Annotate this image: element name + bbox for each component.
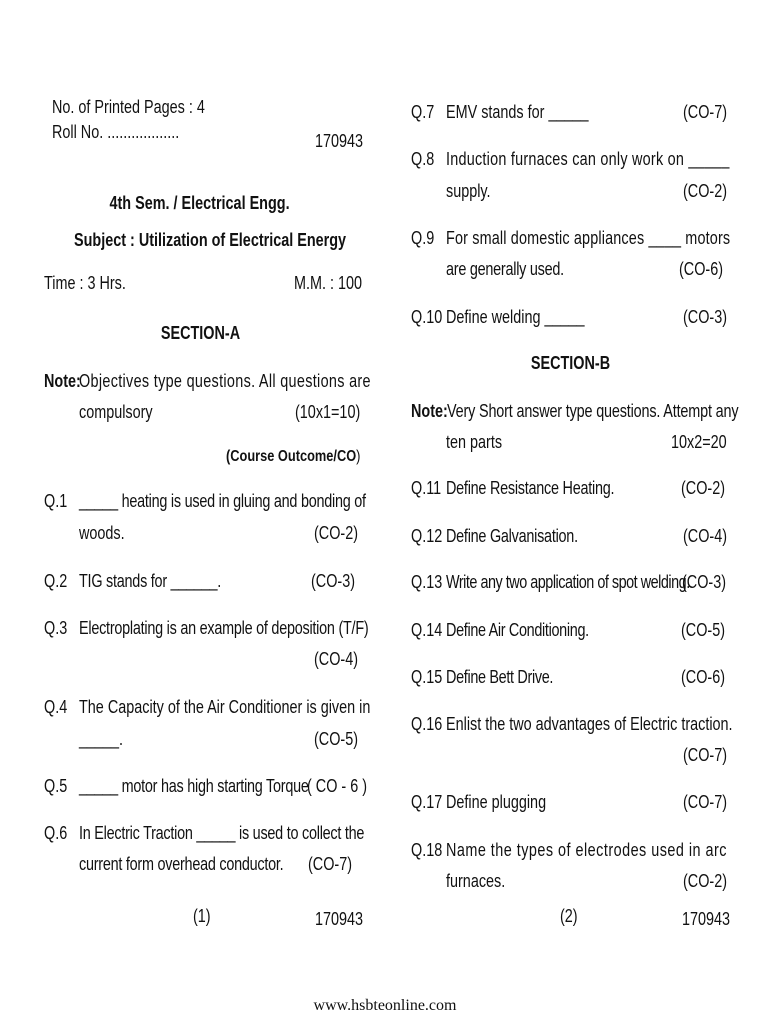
question-co: (CO-2): [683, 871, 727, 891]
question-co: (CO-5): [314, 729, 358, 749]
page-number-1: (1): [193, 906, 211, 926]
printed-pages: No. of Printed Pages : 4: [52, 97, 205, 117]
section-a-note-line2: compulsory: [79, 402, 153, 422]
question-number: Q.9: [411, 228, 435, 248]
question-number: Q.8: [411, 149, 435, 169]
question-number: Q.15: [411, 667, 443, 687]
section-b-note-marks: 10x2=20: [671, 432, 727, 452]
question-text: Write any two application of spot welding.: [446, 572, 690, 592]
section-b-note-line2: ten parts: [446, 432, 503, 452]
section-b-note-label: Note:: [411, 401, 448, 421]
question-co: (CO-2): [683, 181, 727, 201]
question-number: Q.3: [44, 618, 68, 638]
question-text: Enlist the two advantages of Electric traction.: [446, 714, 733, 734]
course-outcome-label: (Course Outcome/CO: [226, 448, 357, 465]
section-a-title: SECTION-A: [160, 323, 240, 343]
question-number: Q.18: [411, 840, 443, 860]
question-text: Define plugging: [446, 792, 547, 812]
page-number-2: (2): [560, 906, 578, 926]
question-text: TIG stands for ______.: [79, 571, 222, 591]
question-text: _____ heating is used in gluing and bonding of: [79, 491, 366, 511]
section-b-note-line1: Very Short answer type questions. Attempt any: [447, 401, 739, 421]
question-text: Define Bett Drive.: [446, 667, 554, 687]
question-text-cont: supply.: [446, 181, 491, 201]
time-allowed: Time : 3 Hrs.: [44, 273, 126, 293]
question-co: (CO-2): [314, 523, 358, 543]
question-co: (CO-4): [314, 649, 358, 669]
question-text: Define Galvanisation.: [446, 526, 578, 546]
question-co: (CO-6): [679, 259, 723, 279]
question-text: EMV stands for _____: [446, 102, 589, 122]
question-co: (CO-7): [683, 745, 727, 765]
page-code-2: 170943: [682, 909, 731, 929]
section-a-note-line1: Objectives type questions. All questions are: [79, 371, 371, 391]
question-number: Q.2: [44, 571, 68, 591]
section-b-title: SECTION-B: [530, 353, 610, 373]
question-text-cont: furnaces.: [446, 871, 506, 891]
course-outcome-header: [226, 447, 360, 467]
question-co: ( CO - 6 ): [307, 776, 367, 796]
roll-no: Roll No. ..................: [52, 122, 180, 142]
question-text-cont: woods.: [79, 523, 125, 543]
footer-url[interactable]: www.hsbteonline.com: [313, 997, 457, 1014]
question-number: Q.6: [44, 823, 68, 843]
question-number: Q.10: [411, 307, 443, 327]
question-number: Q.5: [44, 776, 68, 796]
max-marks: M.M. : 100: [294, 273, 363, 293]
question-number: Q.11: [411, 478, 442, 498]
course-outcome-close: ): [356, 448, 361, 465]
question-text: For small domestic appliances ____ motors: [446, 228, 731, 248]
question-number: Q.7: [411, 102, 435, 122]
question-co: (CO-7): [308, 854, 352, 874]
question-text: Define Resistance Heating.: [446, 478, 615, 498]
question-text: Name the types of electrodes used in arc: [446, 840, 727, 860]
question-number: Q.4: [44, 697, 68, 717]
question-text: Induction furnaces can only work on _____: [446, 149, 730, 169]
question-co: (CO-3): [683, 307, 727, 327]
question-text: Electroplating is an example of deposition (T/F): [79, 618, 369, 638]
section-a-note-label: Note:: [44, 371, 81, 391]
question-text: _____ motor has high starting Torque: [79, 776, 309, 796]
question-text-cont: current form overhead conductor.: [79, 854, 284, 874]
question-co: (CO-3): [682, 572, 726, 592]
question-text: The Capacity of the Air Conditioner is given in: [79, 697, 371, 717]
section-a-note-marks: (10x1=10): [295, 402, 361, 422]
question-number: Q.13: [411, 572, 443, 592]
question-number: Q.12: [411, 526, 443, 546]
question-co: (CO-2): [681, 478, 725, 498]
question-text: In Electric Traction _____ is used to collect the: [79, 823, 365, 843]
page-code-1: 170943: [315, 909, 364, 929]
question-text: Define Air Conditioning.: [446, 620, 589, 640]
subject-title: Subject : Utilization of Electrical Energy: [74, 230, 347, 250]
semester-title: 4th Sem. / Electrical Engg.: [109, 193, 291, 213]
question-co: (CO-3): [311, 571, 355, 591]
question-co: (CO-7): [683, 102, 727, 122]
question-number: Q.17: [411, 792, 443, 812]
question-co: (CO-6): [681, 667, 725, 687]
question-co: (CO-7): [683, 792, 727, 812]
question-number: Q.1: [44, 491, 68, 511]
paper-code: 170943: [315, 131, 364, 151]
question-text-cont: _____.: [79, 729, 124, 749]
question-text-cont: are generally used.: [446, 259, 564, 279]
question-co: (CO-4): [683, 526, 727, 546]
question-number: Q.16: [411, 714, 443, 734]
question-number: Q.14: [411, 620, 443, 640]
question-text: Define welding _____: [446, 307, 585, 327]
question-co: (CO-5): [681, 620, 725, 640]
